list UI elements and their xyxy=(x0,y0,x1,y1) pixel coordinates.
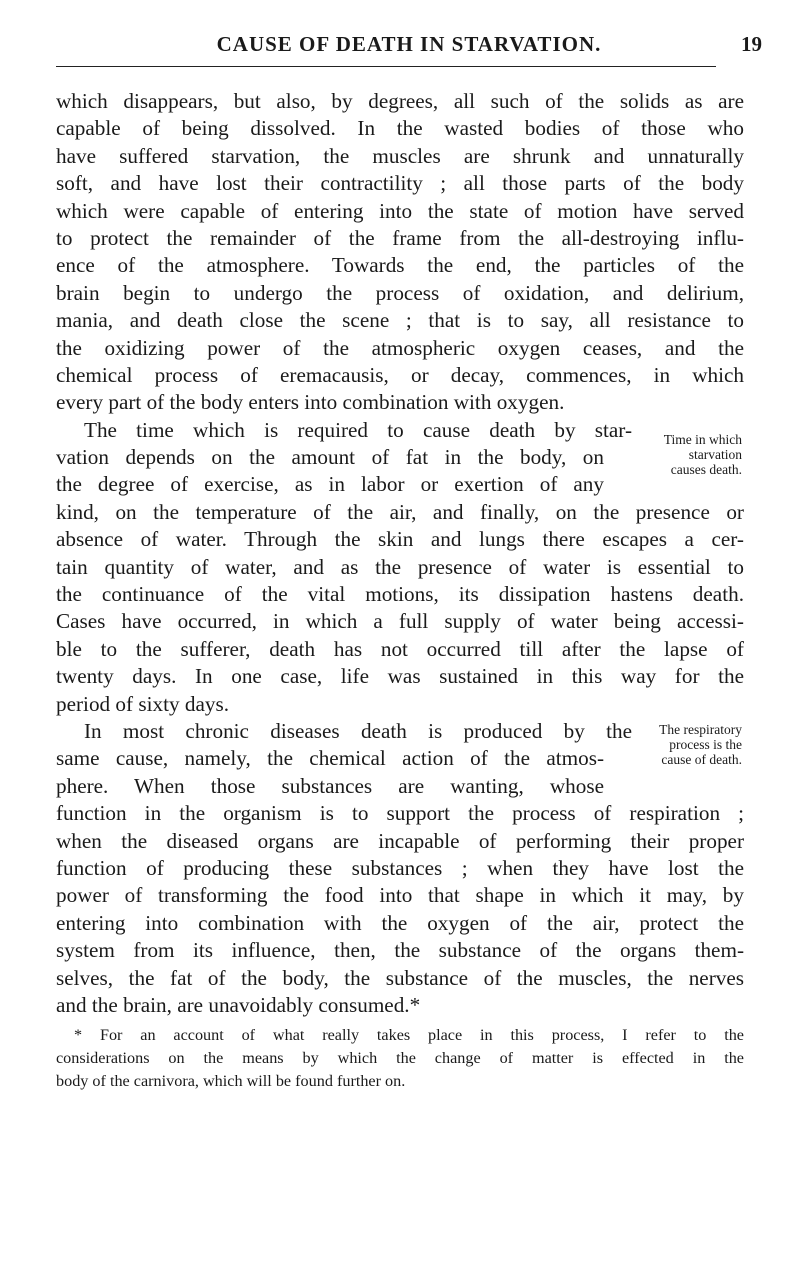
text-line: to protect the remainder of the frame from the all-destroying influ- xyxy=(56,225,744,250)
text-line: vation depends on the amount of fat in the body, on xyxy=(56,445,604,470)
text-line: entering into combination with the oxygen of the air, protect the xyxy=(56,910,744,935)
text-line: the continuance of the vital motions, its dissipation hastens death. xyxy=(56,582,744,607)
sidenote-line: The respiratory xyxy=(659,722,742,737)
footnote xyxy=(56,1024,744,1093)
running-title: CAUSE OF DEATH IN STARVATION. xyxy=(216,32,602,56)
text-line: soft, and have lost their contractility ; all those parts of the body xyxy=(56,171,744,196)
text-line: and the brain, are unavoidably consumed.* xyxy=(56,992,421,1017)
text-line: capable of being dissolved. In the wasted bodies of those who xyxy=(56,116,744,141)
sidenote-respiratory-process xyxy=(626,722,742,767)
text-line: ence of the atmosphere. Towards the end, the particles of the xyxy=(56,253,744,278)
text-line: period of sixty days. xyxy=(56,691,230,716)
text-line: every part of the body enters into combination with oxygen. xyxy=(56,390,565,415)
text-line: function in the organism is to support the process of respiration ; xyxy=(56,801,744,826)
text-line: system from its influence, then, the substance of the organs them- xyxy=(56,938,744,963)
text-line: same cause, namely, the chemical action of the atmos- xyxy=(56,746,604,771)
text-line: Cases have occurred, in which a full supply of water being accessi- xyxy=(56,609,744,634)
sidenote-starvation-time xyxy=(626,432,742,477)
header-rule xyxy=(56,66,716,67)
text-line: ble to the sufferer, death has not occurred till after the lapse of xyxy=(56,636,744,661)
sidenote-line: process is the xyxy=(669,737,742,752)
sidenote-line: starvation xyxy=(688,447,742,462)
text-line: have suffered starvation, the muscles are shrunk and unnaturally xyxy=(56,143,744,168)
text-line: power of transforming the food into that shape in which it may, by xyxy=(56,883,744,908)
footnote-line: considerations on the means by which the change of matter is effected in the xyxy=(56,1049,744,1067)
text-line: selves, the fat of the body, the substance of the muscles, the nerves xyxy=(56,965,744,990)
footnote-line: body of the carnivora, which will be found further on. xyxy=(56,1072,406,1090)
text-line: which disappears, but also, by degrees, all such of the solids as are xyxy=(56,89,744,113)
page-header xyxy=(56,30,762,64)
text-line: kind, on the temperature of the air, and finally, on the presence or xyxy=(56,499,744,524)
page-number: 19 xyxy=(741,32,762,56)
text-line: phere. When those substances are wanting, whose xyxy=(56,773,604,798)
text-line: The time which is required to cause death by star- xyxy=(84,417,632,442)
footnote-line: * For an account of what really takes place in this process, I refer to the xyxy=(74,1026,744,1044)
text-line: function of producing these substances ; when they have lost the xyxy=(56,855,744,880)
text-line: twenty days. In one case, life was sustained in this way for the xyxy=(56,664,744,689)
text-line: the oxidizing power of the atmospheric oxygen ceases, and the xyxy=(56,335,744,360)
text-line: when the diseased organs are incapable of performing their proper xyxy=(56,828,744,853)
text-line: tain quantity of water, and as the presence of water is essential to xyxy=(56,554,744,579)
sidenote-line: causes death. xyxy=(670,462,742,477)
text-line: chemical process of eremacausis, or decay, commences, in which xyxy=(56,362,744,387)
text-line: brain begin to undergo the process of oxidation, and delirium, xyxy=(56,280,744,305)
text-line: absence of water. Through the skin and lungs there escapes a cer- xyxy=(56,527,744,552)
sidenote-line: Time in which xyxy=(663,432,742,447)
text-line: mania, and death close the scene ; that is to say, all resistance to xyxy=(56,308,744,333)
text-line: the degree of exercise, as in labor or exertion of any xyxy=(56,472,604,497)
body-text xyxy=(56,88,744,1019)
text-line: In most chronic diseases death is produced by the xyxy=(84,718,632,743)
sidenote-line: cause of death. xyxy=(661,752,742,767)
text-line: which were capable of entering into the state of motion have served xyxy=(56,198,744,223)
